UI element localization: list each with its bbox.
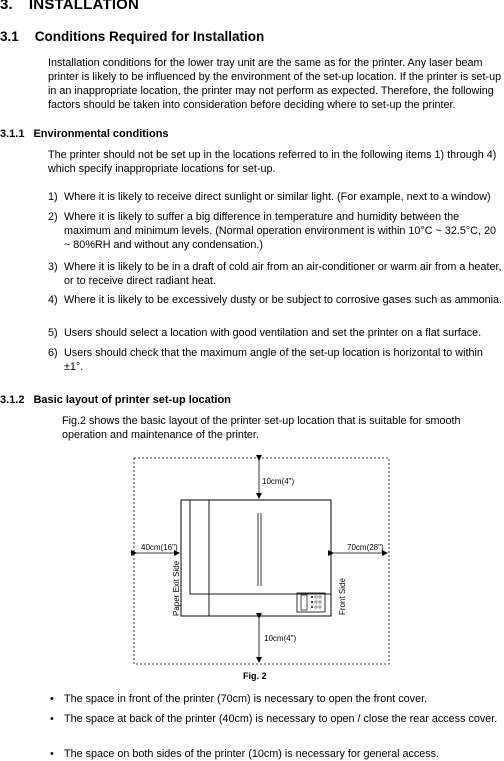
section-number: 3.	[0, 0, 13, 13]
list-item-number: 1)	[48, 191, 58, 203]
list-item-text: Where it is likely to be in a draft of cold air from an air-conditioner or warm air from a heater, or to receive direct radiant heat.	[64, 261, 502, 287]
layout-intro: Fig.2 shows the basic layout of the printer set-up location that is suitable for smooth operation and maintenance of the printer.	[62, 415, 461, 441]
list-item-text: Where it is likely to be excessively dusty or be subject to corrosive gases such as ammonia.	[64, 294, 503, 306]
list-item-text: Where it is likely to suffer a big difference in temperature and humidity between the maximum and minimum levels. (Normal operation environment is within 10°C ~ 32.5°C, 20 ~ 80%RH and without any condensation.)	[64, 211, 496, 251]
figure-caption: Fig. 2	[243, 671, 267, 681]
environmental-number: 3.1.1	[0, 128, 25, 140]
list-item-number: 5)	[48, 327, 58, 339]
bullet-text: The space in front of the printer (70cm) is necessary to open the front cover.	[64, 693, 428, 705]
layout-title: Basic layout of printer set-up location	[33, 394, 231, 406]
top-clearance-label: 10cm(4")	[262, 477, 295, 486]
bullet-text: The space on both sides of the printer (10cm) is necessary for general access.	[64, 748, 440, 760]
list-item-number: 3)	[48, 261, 58, 273]
bullet-glyph: •	[50, 693, 54, 705]
list-item-number: 2)	[48, 211, 58, 223]
printer-top	[190, 500, 331, 594]
list-item-text: Users should check that the maximum angle of the set-up location is horizontal to within ±1°.	[64, 347, 483, 373]
section-title: INSTALLATION	[28, 0, 140, 13]
paper-exit-side-label: Paper Exit Side	[172, 560, 181, 616]
bottom-clearance-label: 10cm(4")	[264, 634, 297, 643]
list-item-text: Users should select a location with good ventilation and set the printer on a flat surface.	[64, 327, 482, 339]
list-item-number: 4)	[48, 294, 58, 306]
bullet-glyph: •	[50, 748, 54, 760]
bullet-text: The space at back of the printer (40cm) is necessary to open / close the rear access cover.	[64, 713, 498, 725]
layout-number: 3.1.2	[0, 394, 25, 406]
front-clearance-label: 70cm(28")	[347, 543, 384, 552]
installation-paragraph: Installation conditions for the lower tray unit are the same as for the printer. Any laser beam printer is likely to be influenced by the environment of the set-up location. If the printer is set-up in an inappropriate location, the printer may not perform as expected. Therefore, the following factors should be taken into consideration before deciding where to set-up the printer.	[48, 57, 502, 111]
environmental-title: Environmental conditions	[33, 128, 169, 140]
bullet-glyph: •	[50, 713, 54, 725]
environmental-intro: The printer should not be set up in the locations referred to in the following items 1) through 4) which specify inappropriate locations for set-up.	[48, 149, 497, 175]
list-item-text: Where it is likely to receive direct sunlight or similar light. (For example, next to a window)	[64, 191, 491, 203]
rear-clearance-label: 40cm(16")	[141, 543, 178, 552]
subsection-number: 3.1	[0, 29, 19, 44]
printer-outline	[181, 500, 331, 616]
panel-display	[301, 595, 307, 610]
list-item-number: 6)	[48, 347, 58, 359]
front-side-label: Front Side	[338, 578, 347, 615]
subsection-title: Conditions Required for Installation	[34, 29, 265, 44]
